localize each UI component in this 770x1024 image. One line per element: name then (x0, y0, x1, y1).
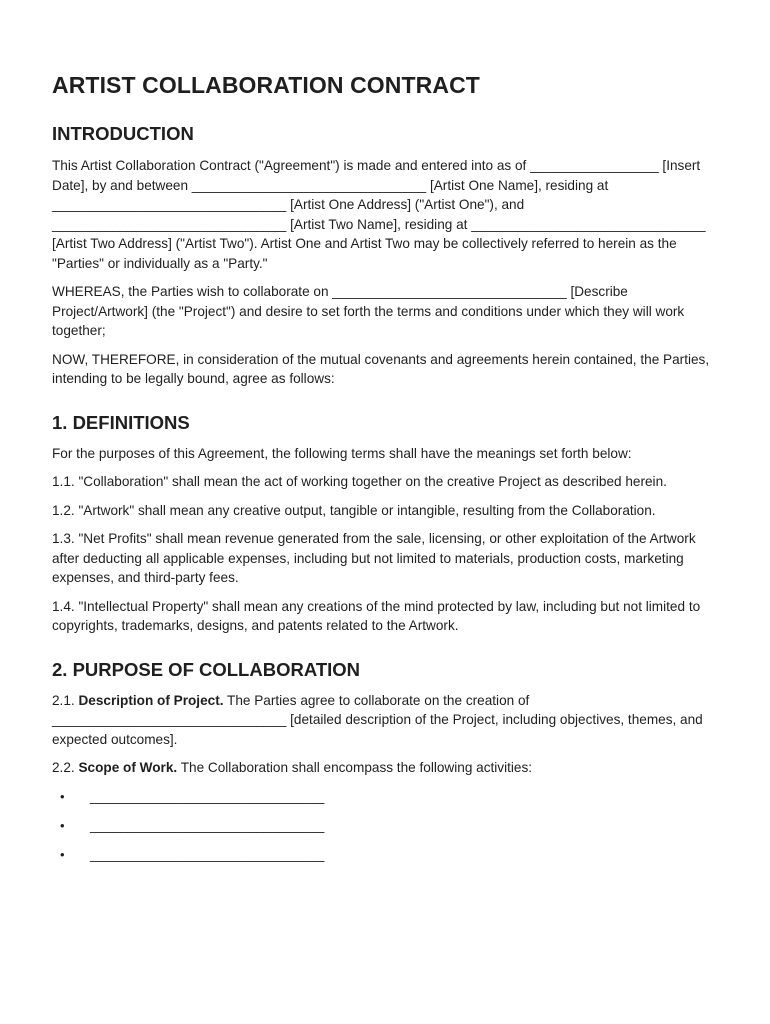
definition-net-profits: 1.3. "Net Profits" shall mean revenue generated from the sale, licensing, or other exploitation of the Artwork after deducting all applicable expenses, including but not limited to materials, production costs, marketing expenses, and third-party fees. (52, 531, 696, 585)
introduction-heading: INTRODUCTION (52, 123, 194, 144)
bullet-icon: • (60, 846, 65, 862)
bullet-icon: • (60, 817, 65, 833)
definitions-intro: For the purposes of this Agreement, the following terms shall have the meanings set forth below: (52, 445, 632, 461)
definition-collaboration: 1.1. "Collaboration" shall mean the act of working together on the creative Project as described herein. (52, 474, 667, 489)
now-therefore-paragraph: NOW, THEREFORE, in consideration of the mutual covenants and agreements herein contained, the Parties, intending to be legally bound, agree as follows: (52, 351, 710, 386)
list-item (52, 787, 722, 816)
bullet-icon: • (60, 788, 65, 804)
purpose-item-scope-number: 2.2. (52, 760, 75, 775)
definition-artwork: 1.2. "Artwork" shall mean any creative output, tangible or intangible, resulting from the Collaboration. (52, 502, 656, 518)
definitions-heading: 1. DEFINITIONS (52, 411, 190, 433)
list-item-blank: _______________________________ (90, 817, 325, 833)
purpose-heading: 2. PURPOSE OF COLLABORATION (52, 658, 361, 680)
list-item (52, 816, 722, 845)
purpose-item-description (52, 691, 722, 750)
introduction-paragraph-1: This Artist Collaboration Contract ("Agreement") is made and entered into as of _________________ [Insert Date], by and between _______________________________ [Artist One Name], residing at _______________________________ [Artist One Address] ("Artist One"), and _______________________________ [Artist Two Name], residing at _______________________________ [Artist Two Address] ("Artist Two"). Artist One and Artist Two may be collectively referred to herein as the "Parties" or individually as a "Party." (52, 158, 706, 271)
purpose-item-scope-text: The Collaboration shall encompass the following activities: (180, 760, 533, 775)
scope-activities-list (52, 787, 722, 874)
contract-page (52, 70, 722, 874)
whereas-paragraph: WHEREAS, the Parties wish to collaborate on _______________________________ [Describe Project/Artwork] (the "Project") and desire to set forth the terms and conditions under which they will work together; (52, 284, 685, 338)
list-item-blank: _______________________________ (90, 846, 325, 862)
purpose-item-scope (52, 758, 722, 778)
definition-intellectual-property: 1.4. "Intellectual Property" shall mean any creations of the mind protected by law, including but not limited to copyrights, trademarks, designs, and patents related to the Artwork. (52, 598, 701, 633)
document-title: ARTIST COLLABORATION CONTRACT (52, 72, 480, 98)
list-item-blank: _______________________________ (90, 788, 325, 804)
purpose-item-description-number: 2.1. (52, 692, 75, 708)
purpose-item-scope-label: Scope of Work. (78, 760, 178, 775)
purpose-item-description-label: Description of Project. (78, 692, 224, 708)
purpose-item-description-text: The Parties agree to collaborate on the creation of _______________________________ [detailed description of the Project, including objectives, themes, and expected outcomes]. (52, 692, 703, 747)
list-item (52, 845, 722, 874)
